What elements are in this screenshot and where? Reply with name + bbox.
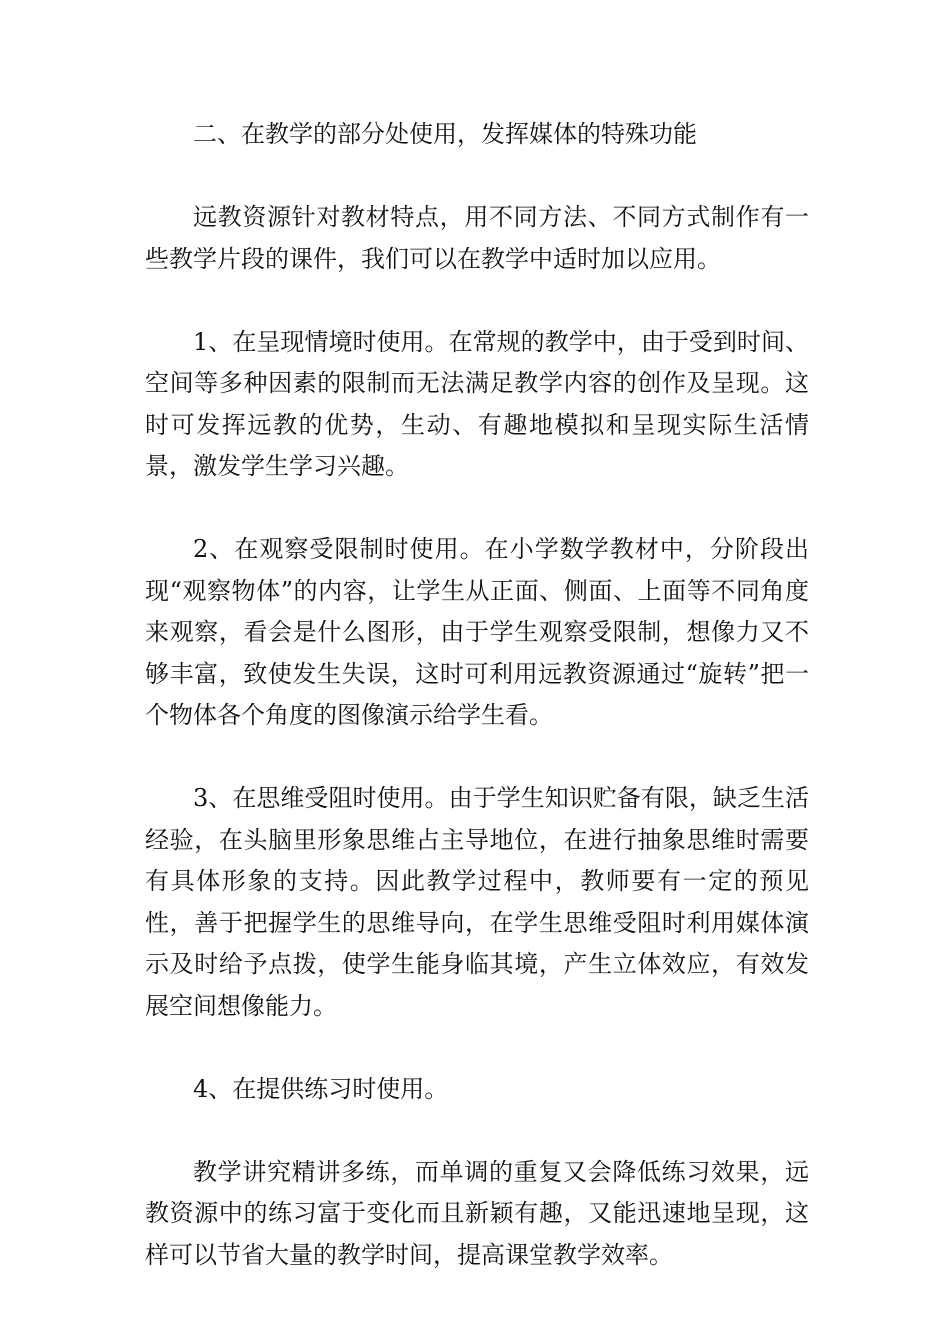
intro-paragraph: 远教资源针对教材特点，用不同方法、不同方式制作有一些教学片段的课件，我们可以在教学中适时加以应用。	[145, 203, 809, 273]
point-2-paragraph: 2、在观察受限制时使用。在小学数学教材中，分阶段出现“观察物体”的内容，让学生从正面、侧面、上面等不同角度来观察，看会是什么图形，由于学生观察受限制，想像力又不够丰富，致使发生失误，这时可利用远教资源通过“旋转”把一个物体各个角度的图像演示给学生看。	[145, 535, 809, 729]
section-heading: 二、在教学的部分处使用，发挥媒体的特殊功能	[193, 120, 697, 148]
point-4-paragraph: 4、在提供练习时使用。	[193, 1074, 449, 1103]
document-body	[145, 114, 809, 1276]
practice-paragraph: 教学讲究精讲多练，而单调的重复又会降低练习效果，远教资源中的练习富于变化而且新颖有趣，又能迅速地呈现，这样可以节省大量的教学时间，提高课堂教学效率。	[145, 1157, 809, 1269]
point-1-paragraph: 1、在呈现情境时使用。在常规的教学中，由于受到时间、空间等多种因素的限制而无法满足教学内容的创作及呈现。这时可发挥远教的优势，生动、有趣地模拟和呈现实际生活情景，激发学生学习兴趣。	[145, 327, 809, 480]
point-3-paragraph: 3、在思维受阻时使用。由于学生知识贮备有限，缺乏生活经验，在头脑里形象思维占主导地位，在进行抽象思维时需要有具体形象的支持。因此教学过程中，教师要有一定的预见性，善于把握学生的思维导向，在学生思维受阻时利用媒体演示及时给予点拨，使学生能身临其境，产生立体效应，有效发展空间想像能力。	[145, 784, 809, 1020]
